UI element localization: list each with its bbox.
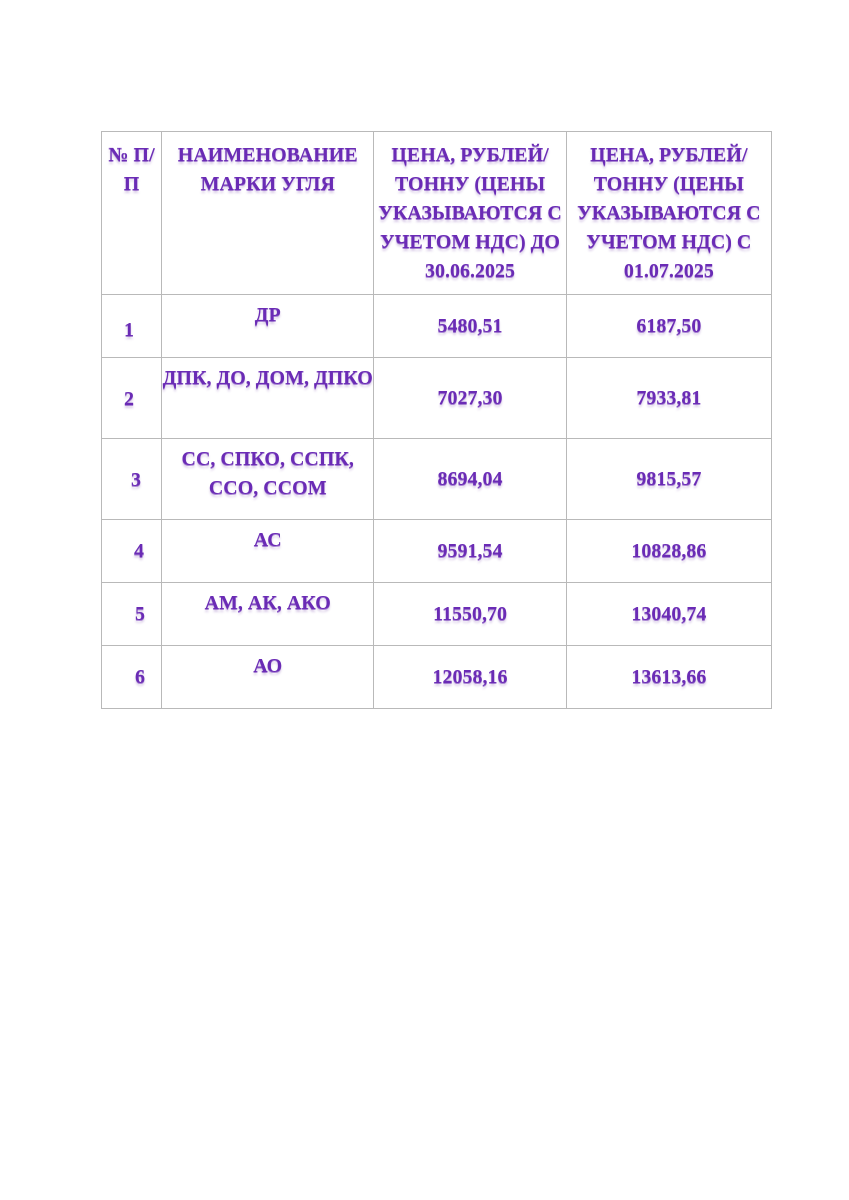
row-number-cell — [102, 583, 162, 646]
table-row — [102, 646, 772, 709]
price-from-cell: 13040,74 — [566, 583, 771, 646]
coal-grade-cell: АС — [162, 520, 374, 583]
header-coal-grade-name: НАИМЕНОВАНИЕ МАРКИ УГЛЯ — [162, 132, 374, 295]
row-number: 5 — [135, 602, 145, 625]
table-row — [102, 520, 772, 583]
header-price-from: ЦЕНА, РУБЛЕЙ/ТОННУ (ЦЕНЫ УКАЗЫВАЮТСЯ С УЧЕТОМ НДС) С 01.07.2025 — [566, 132, 771, 295]
row-number-cell — [102, 358, 162, 439]
row-number: 4 — [134, 539, 144, 562]
price-until-cell: 12058,16 — [374, 646, 566, 709]
table-row — [102, 295, 772, 358]
price-until-cell: 8694,04 — [374, 439, 566, 520]
coal-grade-cell: АО — [162, 646, 374, 709]
table-row — [102, 583, 772, 646]
coal-grade-cell: ДПК, ДО, ДОМ, ДПКО — [162, 358, 374, 439]
coal-price-table — [101, 131, 772, 709]
row-number: 2 — [124, 387, 134, 410]
price-from-cell: 6187,50 — [566, 295, 771, 358]
coal-grade-cell: СС, СПКО, ССПК, ССО, ССОМ — [162, 439, 374, 520]
table-row — [102, 439, 772, 520]
header-price-until: ЦЕНА, РУБЛЕЙ/ТОННУ (ЦЕНЫ УКАЗЫВАЮТСЯ С УЧЕТОМ НДС) ДО 30.06.2025 — [374, 132, 566, 295]
price-from-cell: 13613,66 — [566, 646, 771, 709]
row-number-cell — [102, 295, 162, 358]
row-number-cell — [102, 439, 162, 520]
price-until-cell: 5480,51 — [374, 295, 566, 358]
price-until-cell: 11550,70 — [374, 583, 566, 646]
row-number: 6 — [135, 665, 145, 688]
coal-grade-cell: ДР — [162, 295, 374, 358]
coal-grade-cell: АМ, АК, АКО — [162, 583, 374, 646]
row-number: 3 — [131, 468, 141, 491]
price-from-cell: 9815,57 — [566, 439, 771, 520]
row-number-cell — [102, 646, 162, 709]
table-row — [102, 358, 772, 439]
table-header-row — [102, 132, 772, 295]
row-number-cell — [102, 520, 162, 583]
row-number: 1 — [124, 318, 134, 341]
price-until-cell: 9591,54 — [374, 520, 566, 583]
price-from-cell: 7933,81 — [566, 358, 771, 439]
price-from-cell: 10828,86 — [566, 520, 771, 583]
header-number: № П/П — [102, 132, 162, 295]
price-until-cell: 7027,30 — [374, 358, 566, 439]
